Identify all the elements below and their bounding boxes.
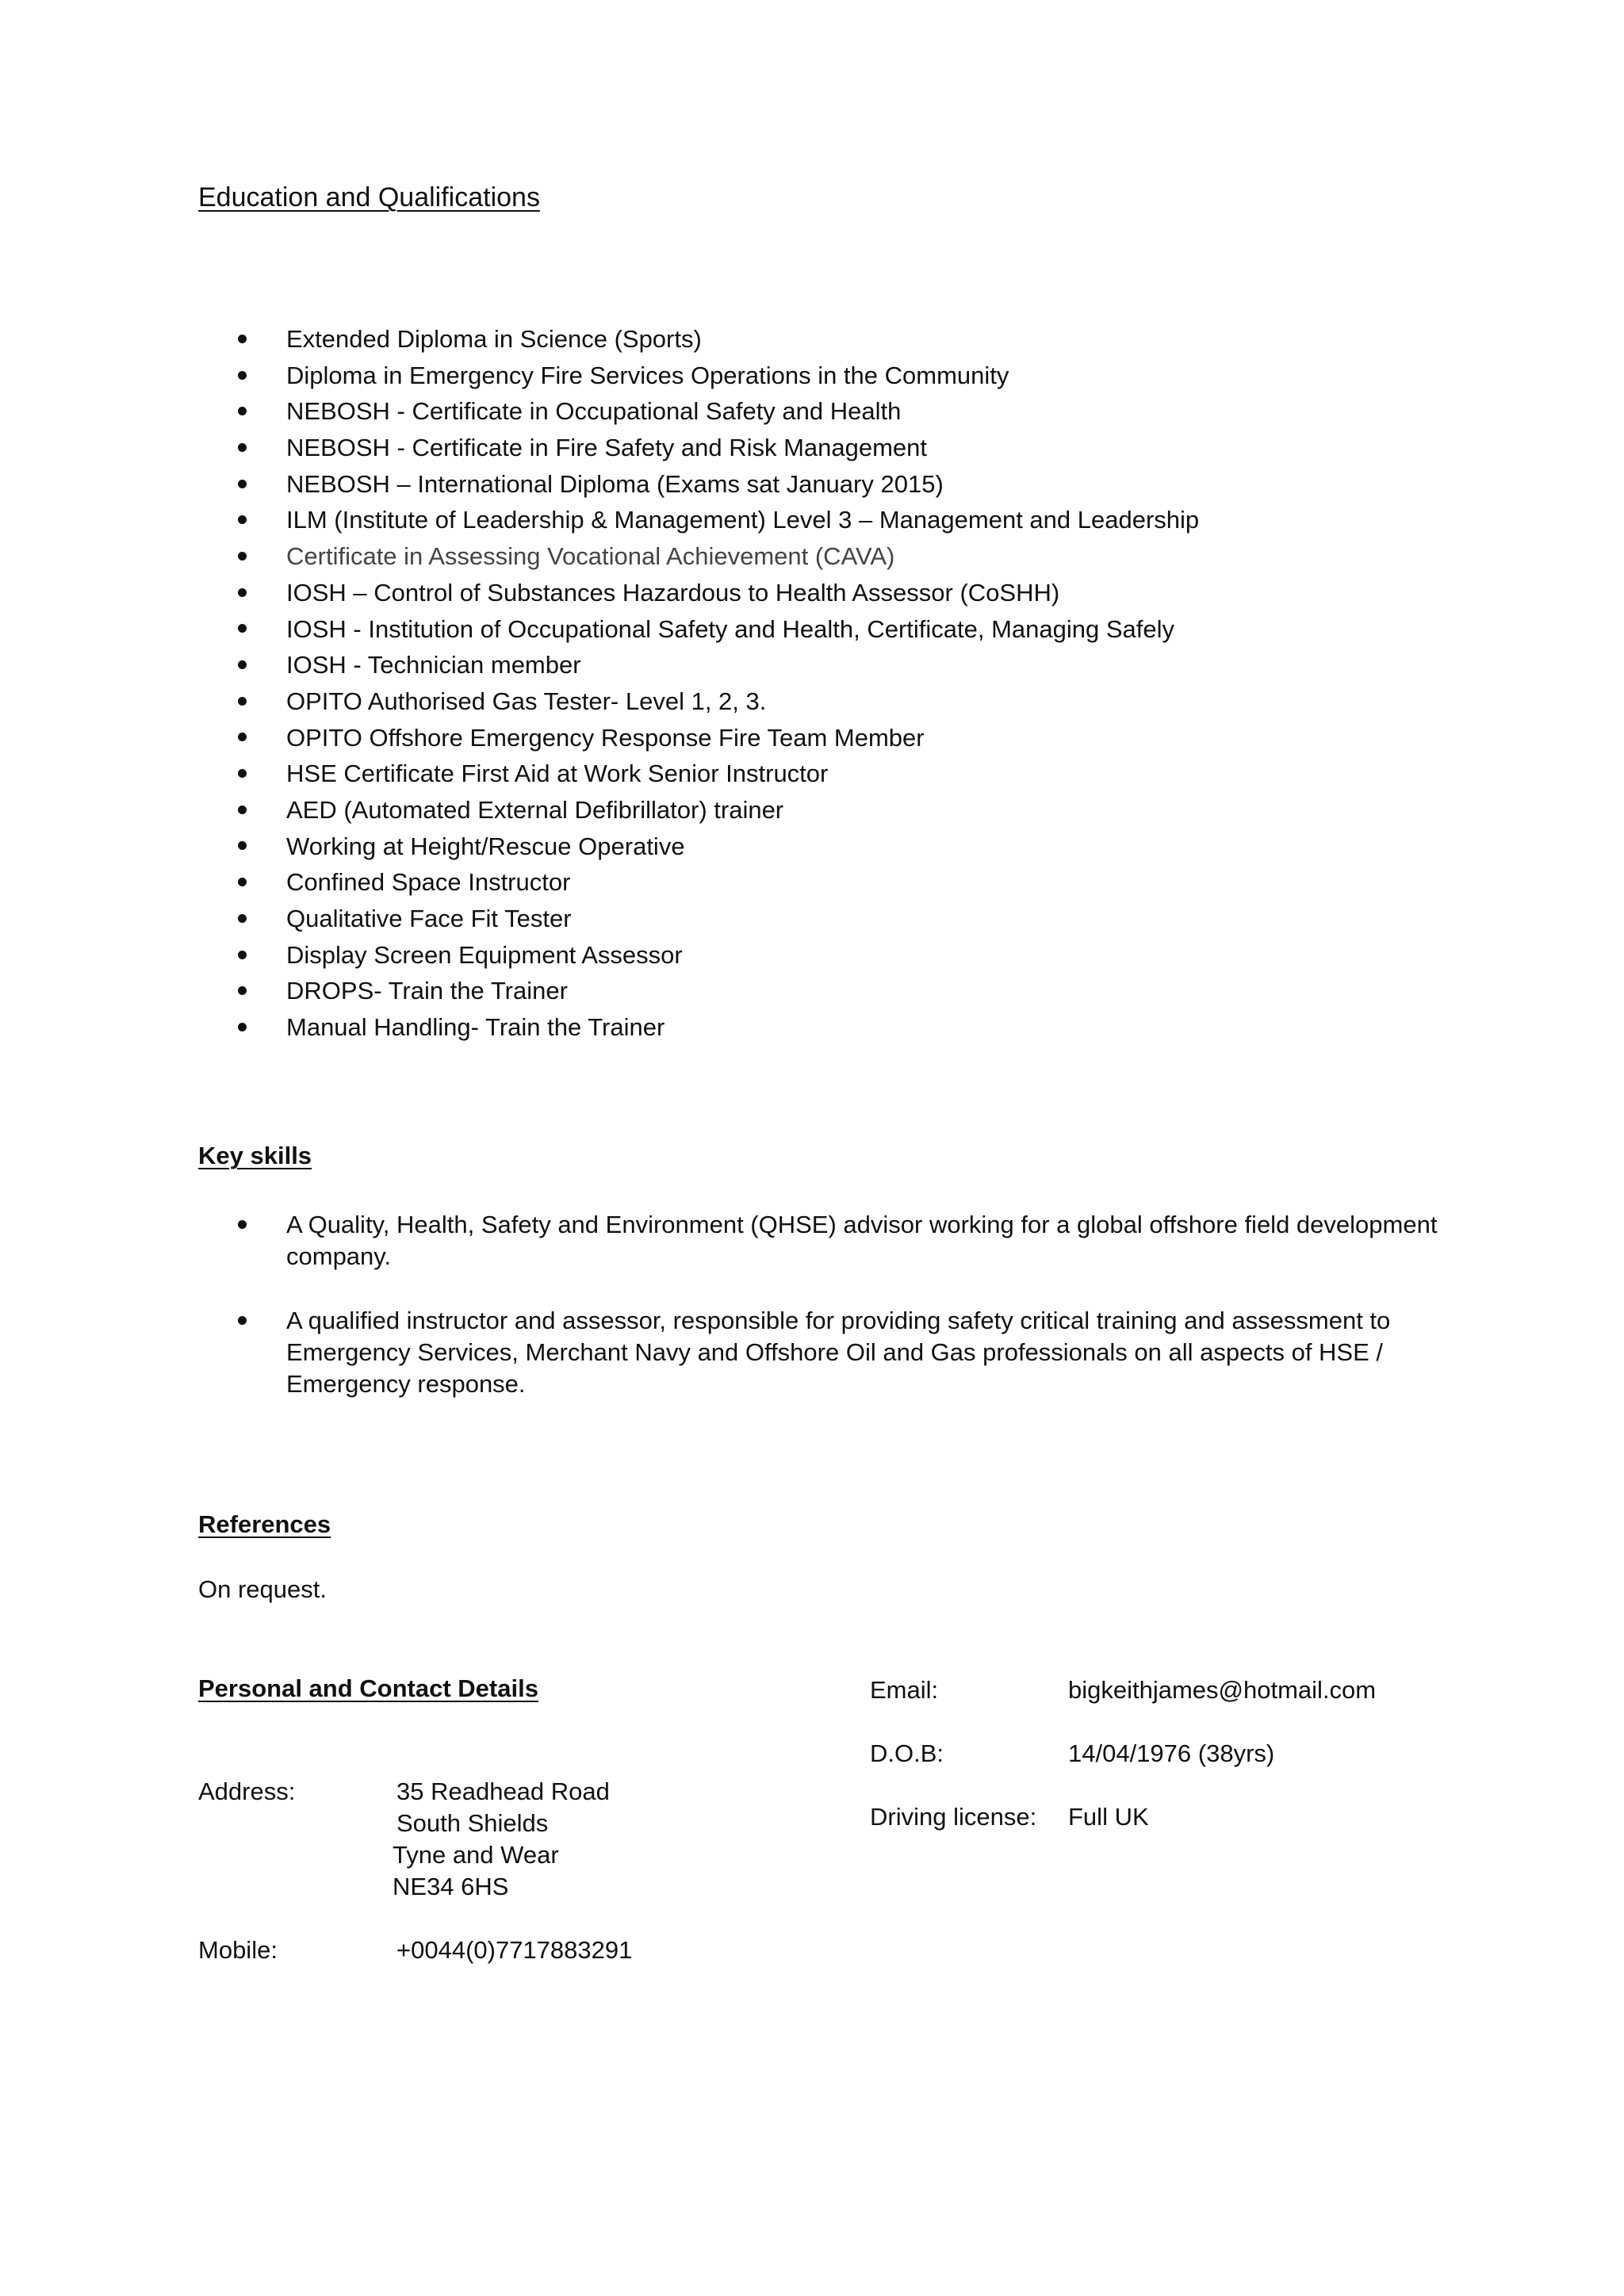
mobile-label: Mobile:: [198, 1936, 278, 1964]
bullet-icon: [238, 1316, 247, 1325]
bullet-icon: [238, 588, 247, 597]
references-text: On request.: [198, 1575, 327, 1603]
list-item: A qualified instructor and assessor, responsible for providing safety critical training and assessment to Emergency Services, Merchant Navy and Offshore Oil and Gas professionals on all aspects of HSE / Emergency response.: [0, 1305, 1467, 1400]
list-item: IOSH – Control of Substances Hazardous to Health Assessor (CoSHH): [0, 575, 1199, 611]
list-item: HSE Certificate First Aid at Work Senior Instructor: [0, 756, 1199, 792]
dob-label: D.O.B:: [870, 1739, 944, 1767]
list-item: Extended Diploma in Science (Sports): [0, 321, 1199, 358]
license-label: Driving license:: [870, 1803, 1037, 1831]
key-skills-heading: Key skills: [198, 1142, 312, 1169]
bullet-icon: [238, 986, 247, 995]
personal-details-heading: Personal and Contact Details: [198, 1674, 538, 1702]
key-skills-list: [0, 1209, 1467, 1433]
bullet-icon: [238, 914, 247, 923]
bullet-icon: [238, 1023, 247, 1031]
bullet-icon: [238, 624, 247, 633]
bullet-icon: [238, 407, 247, 415]
bullet-icon: [238, 552, 247, 561]
list-item: Diploma in Emergency Fire Services Operations in the Community: [0, 358, 1199, 394]
list-item: Manual Handling- Train the Trainer: [0, 1009, 1199, 1046]
bullet-icon: [238, 878, 247, 886]
address-line-3: Tyne and Wear: [393, 1841, 559, 1869]
list-item: Qualitative Face Fit Tester: [0, 901, 1199, 937]
list-item: OPITO Offshore Emergency Response Fire Team Member: [0, 720, 1199, 756]
bullet-icon: [238, 697, 247, 706]
bullet-icon: [238, 841, 247, 850]
list-item: DROPS- Train the Trainer: [0, 973, 1199, 1009]
list-item: IOSH - Technician member: [0, 647, 1199, 683]
bullet-icon: [238, 806, 247, 814]
email-label: Email:: [870, 1676, 939, 1704]
bullet-icon: [238, 371, 247, 380]
list-item: OPITO Authorised Gas Tester- Level 1, 2, 3.: [0, 683, 1199, 720]
list-item: Confined Space Instructor: [0, 864, 1199, 901]
mobile-value: +0044(0)7717883291: [396, 1936, 633, 1964]
list-item: NEBOSH – International Diploma (Exams sat January 2015): [0, 466, 1199, 503]
address-label: Address:: [198, 1777, 296, 1805]
qualifications-list: [0, 321, 1199, 1046]
education-heading: Education and Qualifications: [198, 182, 540, 212]
bullet-icon: [238, 1220, 247, 1229]
bullet-icon: [238, 733, 247, 741]
list-item: NEBOSH - Certificate in Fire Safety and Risk Management: [0, 430, 1199, 466]
license-value: Full UK: [1068, 1803, 1149, 1831]
address-line-4: NE34 6HS: [393, 1873, 509, 1900]
list-item: IOSH - Institution of Occupational Safety and Health, Certificate, Managing Safely: [0, 611, 1199, 648]
list-item: Display Screen Equipment Assessor: [0, 937, 1199, 974]
bullet-icon: [238, 335, 247, 343]
list-item: Working at Height/Rescue Operative: [0, 828, 1199, 865]
email-value: bigkeithjames@hotmail.com: [1068, 1676, 1377, 1704]
bullet-icon: [238, 660, 247, 669]
bullet-icon: [238, 480, 247, 488]
bullet-icon: [238, 951, 247, 959]
bullet-icon: [238, 515, 247, 524]
address-line-2: South Shields: [396, 1809, 549, 1837]
address-line-1: 35 Readhead Road: [396, 1777, 610, 1805]
references-heading: References: [198, 1510, 331, 1538]
list-item: ILM (Institute of Leadership & Management) Level 3 – Management and Leadership: [0, 502, 1199, 538]
dob-value: 14/04/1976 (38yrs): [1068, 1739, 1275, 1767]
list-item: AED (Automated External Defibrillator) trainer: [0, 792, 1199, 828]
bullet-icon: [238, 443, 247, 452]
list-item: A Quality, Health, Safety and Environment (QHSE) advisor working for a global offshore field development company.: [0, 1209, 1467, 1272]
bullet-icon: [238, 769, 247, 778]
list-item: NEBOSH - Certificate in Occupational Safety and Health: [0, 393, 1199, 430]
list-item: Certificate in Assessing Vocational Achievement (CAVA): [0, 538, 1199, 575]
